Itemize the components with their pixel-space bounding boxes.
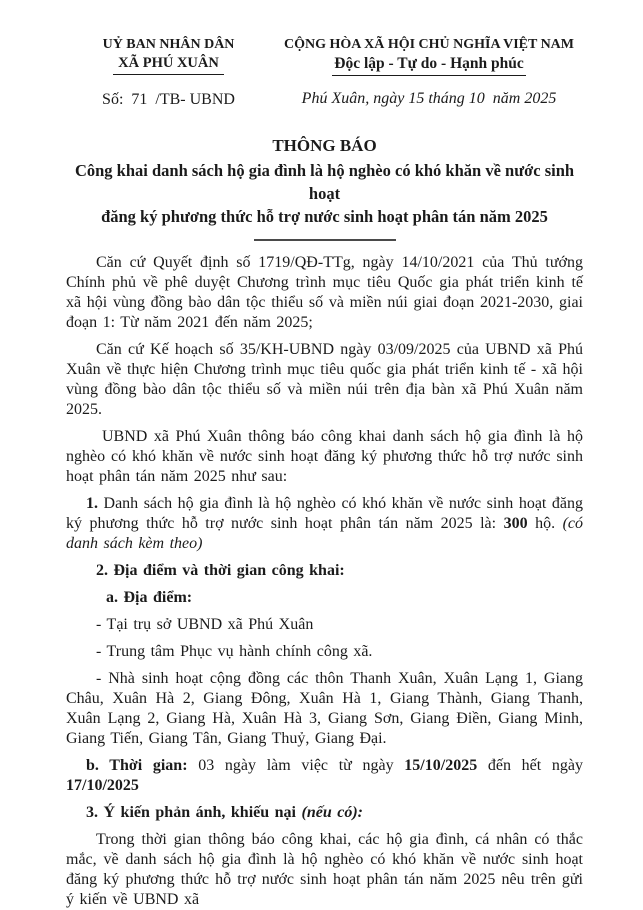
national-title: CỘNG HÒA XÃ HỘI CHỦ NGHĨA VIỆT NAM bbox=[283, 37, 574, 52]
issuing-authority-block bbox=[66, 36, 271, 109]
list-item-location-service-center: - Trung tâm Phục vụ hành chính công xã. bbox=[96, 643, 373, 660]
document-subtitle-line1: Công khai danh sách hộ gia đình là hộ nghèo có khó khăn về nước sinh hoạt bbox=[74, 161, 575, 203]
national-header-block bbox=[275, 36, 583, 108]
place-date-line: Phú Xuân, ngày 15 tháng 10 năm 2025 bbox=[301, 90, 557, 107]
heading-item-3-feedback: 3. Ý kiến phản ánh, khiếu nại (nếu có): bbox=[86, 804, 363, 821]
paragraph-item-2b-time: b. Thời gian: 03 ngày làm việc từ ngày 15/10/2025 đến hết ngày 17/10/2025 bbox=[66, 757, 583, 794]
issuing-authority-name: XÃ PHÚ XUÂN bbox=[113, 54, 224, 75]
paragraph-feedback-instructions: Trong thời gian thông báo công khai, các hộ gia đình, cá nhân có thắc mắc, về danh sách hộ gia đình là hộ nghèo có khó khăn về nước sinh hoạt đăng ký phương thức hỗ trợ nước sinh hoạt phân tán năm 2025 nêu trên gửi ý kiến về UBND xã bbox=[66, 831, 583, 908]
document-title: THÔNG BÁO bbox=[272, 136, 377, 155]
document-number: Số: 71 /TB- UBND bbox=[102, 91, 235, 108]
title-separator bbox=[254, 239, 396, 241]
paragraph-legal-basis-2: Căn cứ Kế hoạch số 35/KH-UBND ngày 03/09/2025 của UBND xã Phú Xuân về thực hiện Chương trình mục tiêu quốc gia phát triển kinh tế - xã hội vùng đồng bào dân tộc thiểu số và miền núi trên địa bàn xã Phú Xuân năm 2025. bbox=[66, 341, 583, 418]
heading-item-2-location-time: 2. Địa điểm và thời gian công khai: bbox=[96, 562, 345, 579]
document-header bbox=[66, 36, 583, 109]
national-motto-wrap bbox=[275, 54, 583, 76]
list-item-location-community-houses: - Nhà sinh hoạt cộng đồng các thôn Thanh Xuân, Xuân Lạng 1, Giang Châu, Xuân Hà 2, Giang Đông, Xuân Hà 1, Giang Thành, Giang Thanh, Xuân Lạng 2, Giang Hà, Xuân Hà 3, Giang Sơn, Giang Điền, Giang Minh, Giang Tiến, Giang Tân, Giang Thuỷ, Giang Đại. bbox=[66, 670, 583, 747]
list-item-location-hq: - Tại trụ sở UBND xã Phú Xuân bbox=[96, 616, 314, 633]
paragraph-item-1-household-count: 1. Danh sách hộ gia đình là hộ nghèo có khó khăn về nước sinh hoạt đăng ký phương thức hỗ trợ nước sinh hoạt phân tán năm 2025 là: 300 hộ. (có danh sách kèm theo) bbox=[66, 495, 583, 552]
document-body bbox=[66, 253, 583, 910]
national-motto: Độc lập - Tự do - Hạnh phúc bbox=[332, 54, 525, 76]
paragraph-announcement: UBND xã Phú Xuân thông báo công khai danh sách hộ gia đình là hộ nghèo có khó khăn về nước sinh hoạt đăng ký phương thức hỗ trợ nước sinh hoạt phân tán năm 2025 như sau: bbox=[66, 428, 583, 485]
paragraph-legal-basis-1: Căn cứ Quyết định số 1719/QĐ-TTg, ngày 14/10/2021 của Thủ tướng Chính phủ về phê duyệt Chương trình mục tiêu Quốc gia phát triển kinh tế xã hội vùng đồng bào dân tộc thiểu số và miền núi giai đoạn 2021-2030, giai đoạn 1: Từ năm 2021 đến năm 2025; bbox=[66, 254, 583, 331]
document-subtitle-line2: đăng ký phương thức hỗ trợ nước sinh hoạt phân tán năm 2025 bbox=[101, 207, 548, 226]
heading-item-2a-location: a. Địa điểm: bbox=[106, 589, 193, 606]
issuing-authority-parent: UỶ BAN NHÂN DÂN bbox=[102, 37, 235, 52]
document-subtitle bbox=[66, 159, 583, 228]
issuing-authority-name-wrap bbox=[66, 54, 271, 75]
title-block bbox=[66, 136, 583, 241]
